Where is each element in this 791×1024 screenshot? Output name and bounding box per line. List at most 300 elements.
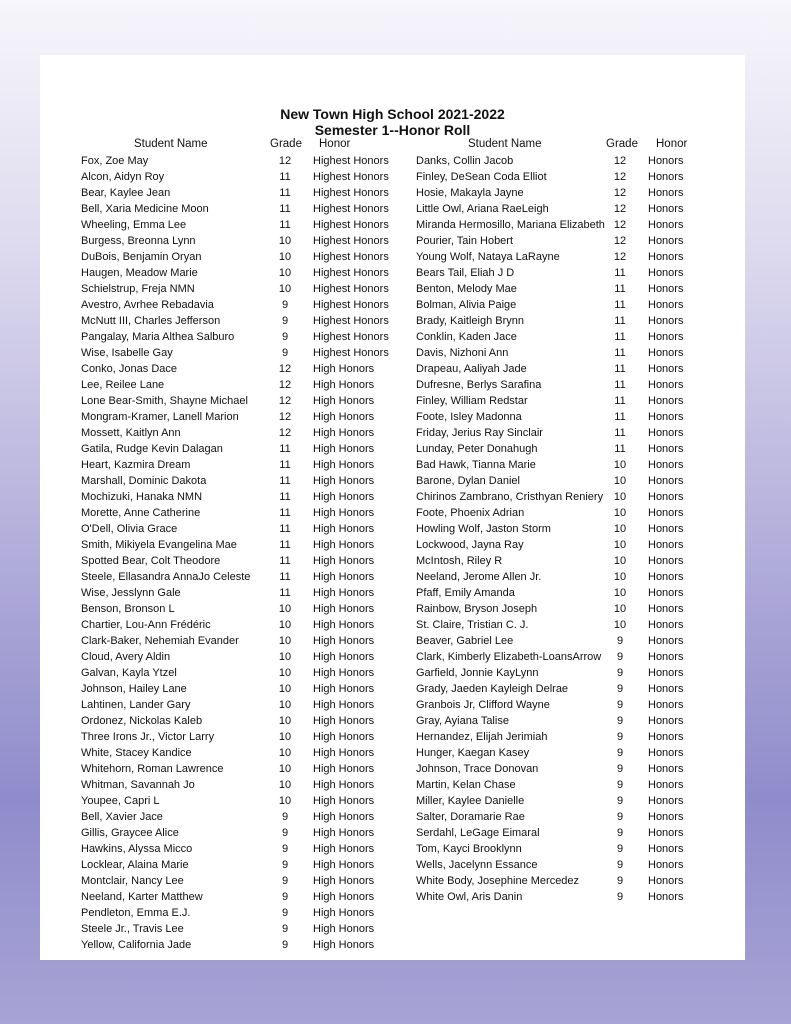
student-name: Conko, Jonas Dace <box>81 363 177 375</box>
table-row <box>40 425 745 441</box>
table-row <box>40 281 745 297</box>
student-honor: Honors <box>648 219 684 231</box>
student-grade: 10 <box>613 539 627 551</box>
student-grade: 10 <box>613 603 627 615</box>
student-name: Martin, Kelan Chase <box>416 779 516 791</box>
student-name: Schielstrup, Freja NMN <box>81 283 195 295</box>
student-grade: 9 <box>616 651 624 663</box>
student-grade: 11 <box>279 459 291 471</box>
student-grade: 9 <box>616 779 624 791</box>
student-name: Wise, Isabelle Gay <box>81 347 173 359</box>
student-honor: Honors <box>648 827 684 839</box>
student-honor: Honors <box>648 875 684 887</box>
table-row <box>40 697 745 713</box>
table-row <box>40 265 745 281</box>
student-name: McIntosh, Riley R <box>416 555 503 567</box>
student-grade: 10 <box>278 283 292 295</box>
student-name: Chartier, Lou-Ann Frédéric <box>81 619 211 631</box>
student-grade: 11 <box>614 267 626 279</box>
student-name: Foote, Phoenix Adrian <box>416 507 525 519</box>
student-name: Hernandez, Elijah Jerimiah <box>416 731 548 743</box>
table-row <box>40 313 745 329</box>
student-honor: Honors <box>648 699 684 711</box>
student-name: Heart, Kazmira Dream <box>81 459 191 471</box>
student-name: Gray, Ayiana Talise <box>416 715 509 727</box>
table-row <box>40 169 745 185</box>
table-row <box>40 361 745 377</box>
student-name: St. Claire, Tristian C. J. <box>416 619 529 631</box>
student-honor: Highest Honors <box>313 219 389 231</box>
student-name: White Body, Josephine Mercedez <box>416 875 580 887</box>
student-honor: Honors <box>648 731 684 743</box>
student-name: Steele Jr., Travis Lee <box>81 923 184 935</box>
student-grade: 9 <box>281 891 289 903</box>
student-honor: High Honors <box>313 923 375 935</box>
student-honor: Honors <box>648 571 684 583</box>
student-grade: 9 <box>281 299 289 311</box>
table-row <box>40 249 745 265</box>
student-name: Avestro, Avrhee Rebadavia <box>81 299 214 311</box>
table-row <box>40 745 745 761</box>
table-row <box>40 585 745 601</box>
student-honor: High Honors <box>313 379 375 391</box>
student-name: White, Stacey Kandice <box>81 747 192 759</box>
student-grade: 9 <box>616 763 624 775</box>
student-honor: Honors <box>648 459 684 471</box>
student-grade: 11 <box>614 299 626 311</box>
student-grade: 12 <box>278 427 292 439</box>
student-honor: High Honors <box>313 731 375 743</box>
table-row <box>40 489 745 505</box>
student-grade: 10 <box>613 523 627 535</box>
student-name: Friday, Jerius Ray Sinclair <box>416 427 543 439</box>
student-name: Bolman, Alivia Paige <box>416 299 517 311</box>
student-grade: 9 <box>281 843 289 855</box>
student-grade: 11 <box>614 427 626 439</box>
student-grade: 9 <box>616 859 624 871</box>
student-honor: Honors <box>648 811 684 823</box>
table-row <box>40 713 745 729</box>
table-row <box>40 457 745 473</box>
student-grade: 10 <box>613 459 627 471</box>
student-honor: Honors <box>648 491 684 503</box>
table-row <box>40 441 745 457</box>
student-grade: 9 <box>616 747 624 759</box>
student-name: Miranda Hermosillo, Mariana Elizabeth <box>416 219 605 231</box>
student-honor: High Honors <box>313 747 375 759</box>
student-honor: Honors <box>648 475 684 487</box>
header-student-name: Student Name <box>468 138 542 150</box>
student-grade: 10 <box>278 619 292 631</box>
student-honor: High Honors <box>313 763 375 775</box>
student-name: DuBois, Benjamin Oryan <box>81 251 202 263</box>
student-grade: 11 <box>279 171 291 183</box>
student-honor: High Honors <box>313 603 375 615</box>
student-name: Bad Hawk, Tianna Marie <box>416 459 536 471</box>
student-honor: High Honors <box>313 411 375 423</box>
student-grade: 10 <box>278 235 292 247</box>
student-honor: Honors <box>648 235 684 247</box>
student-grade: 11 <box>614 331 626 343</box>
student-name: Wise, Jesslynn Gale <box>81 587 181 599</box>
table-row <box>40 153 745 169</box>
student-grade: 10 <box>278 715 292 727</box>
student-grade: 11 <box>279 187 291 199</box>
student-grade: 9 <box>616 843 624 855</box>
student-honor: High Honors <box>313 523 375 535</box>
student-grade: 12 <box>278 363 292 375</box>
student-name: Bell, Xavier Jace <box>81 811 163 823</box>
student-grade: 9 <box>616 699 624 711</box>
student-grade: 9 <box>616 683 624 695</box>
student-grade: 11 <box>614 379 626 391</box>
student-honor: Highest Honors <box>313 203 389 215</box>
student-name: Young Wolf, Nataya LaRayne <box>416 251 560 263</box>
student-honor: High Honors <box>313 859 375 871</box>
student-grade: 10 <box>278 763 292 775</box>
table-row <box>40 841 745 857</box>
table-row <box>40 201 745 217</box>
student-grade: 10 <box>278 779 292 791</box>
student-honor: High Honors <box>313 395 375 407</box>
student-grade: 10 <box>278 683 292 695</box>
student-honor: Honors <box>648 603 684 615</box>
student-grade: 10 <box>278 635 292 647</box>
student-honor: Highest Honors <box>313 299 389 311</box>
student-name: Gatila, Rudge Kevin Dalagan <box>81 443 223 455</box>
student-name: Wheeling, Emma Lee <box>81 219 187 231</box>
student-name: Youpee, Capri L <box>81 795 160 807</box>
student-grade: 9 <box>616 715 624 727</box>
student-honor: Honors <box>648 395 684 407</box>
table-row <box>40 473 745 489</box>
student-honor: Highest Honors <box>313 155 389 167</box>
student-grade: 11 <box>614 411 626 423</box>
student-name: Bell, Xaria Medicine Moon <box>81 203 209 215</box>
student-honor: Highest Honors <box>313 283 389 295</box>
student-name: Alcon, Aidyn Roy <box>81 171 165 183</box>
student-name: Drapeau, Aaliyah Jade <box>416 363 527 375</box>
student-grade: 11 <box>279 539 291 551</box>
student-grade: 11 <box>279 203 291 215</box>
student-grade: 11 <box>614 395 626 407</box>
student-name: Tom, Kayci Brooklynn <box>416 843 522 855</box>
student-name: Marshall, Dominic Dakota <box>81 475 207 487</box>
student-name: Pangalay, Maria Althea Salburo <box>81 331 235 343</box>
student-name: Chirinos Zambrano, Cristhyan Reniery <box>416 491 604 503</box>
student-honor: Highest Honors <box>313 251 389 263</box>
student-honor: Honors <box>648 443 684 455</box>
student-grade: 10 <box>613 507 627 519</box>
student-honor: Highest Honors <box>313 267 389 279</box>
student-name: O'Dell, Olivia Grace <box>81 523 178 535</box>
table-row <box>40 681 745 697</box>
student-honor: Honors <box>648 635 684 647</box>
student-name: Finley, DeSean Coda Elliot <box>416 171 547 183</box>
student-grade: 10 <box>278 251 292 263</box>
student-honor: High Honors <box>313 827 375 839</box>
student-grade: 11 <box>614 283 626 295</box>
student-grade: 9 <box>281 907 289 919</box>
student-name: Lee, Reilee Lane <box>81 379 165 391</box>
student-grade: 12 <box>613 155 627 167</box>
student-grade: 11 <box>614 315 626 327</box>
student-name: Danks, Collin Jacob <box>416 155 514 167</box>
student-name: Steele, Ellasandra AnnaJo Celeste <box>81 571 251 583</box>
student-grade: 11 <box>279 523 291 535</box>
student-honor: Honors <box>648 587 684 599</box>
student-grade: 11 <box>614 363 626 375</box>
student-honor: High Honors <box>313 619 375 631</box>
student-honor: High Honors <box>313 507 375 519</box>
student-honor: Honors <box>648 523 684 535</box>
student-name: Granbois Jr, Clifford Wayne <box>416 699 550 711</box>
student-honor: High Honors <box>313 571 375 583</box>
table-row <box>40 377 745 393</box>
student-honor: Honors <box>648 187 684 199</box>
student-honor: High Honors <box>313 795 375 807</box>
student-name: Serdahl, LeGage Eimaral <box>416 827 540 839</box>
table-row <box>40 521 745 537</box>
document-title: New Town High School 2021-2022 <box>280 106 505 122</box>
student-honor: Honors <box>648 843 684 855</box>
student-name: Garfield, Jonnie KayLynn <box>416 667 539 679</box>
table-row <box>40 505 745 521</box>
student-name: Montclair, Nancy Lee <box>81 875 184 887</box>
student-honor: High Honors <box>313 443 375 455</box>
student-grade: 12 <box>278 411 292 423</box>
student-name: Neeland, Karter Matthew <box>81 891 203 903</box>
student-honor: Honors <box>648 683 684 695</box>
student-honor: High Honors <box>313 651 375 663</box>
student-honor: Honors <box>648 171 684 183</box>
table-row <box>40 777 745 793</box>
table-row <box>40 889 745 905</box>
student-honor: High Honors <box>313 891 375 903</box>
student-grade: 9 <box>281 859 289 871</box>
table-row <box>40 873 745 889</box>
student-honor: Honors <box>648 331 684 343</box>
student-name: Whitman, Savannah Jo <box>81 779 195 791</box>
student-grade: 10 <box>613 491 627 503</box>
student-honor: Honors <box>648 715 684 727</box>
table-row <box>40 633 745 649</box>
student-name: Pfaff, Emily Amanda <box>416 587 515 599</box>
student-honor: Honors <box>648 859 684 871</box>
student-grade: 9 <box>616 795 624 807</box>
student-name: Smith, Mikiyela Evangelina Mae <box>81 539 237 551</box>
table-row <box>40 665 745 681</box>
student-name: Beaver, Gabriel Lee <box>416 635 514 647</box>
header-honor: Honor <box>656 138 688 150</box>
student-honor: Honors <box>648 779 684 791</box>
student-grade: 12 <box>613 251 627 263</box>
student-honor: High Honors <box>313 635 375 647</box>
student-honor: Honors <box>648 347 684 359</box>
student-grade: 10 <box>278 747 292 759</box>
table-row <box>40 761 745 777</box>
student-honor: High Honors <box>313 555 375 567</box>
student-name: Conklin, Kaden Jace <box>416 331 517 343</box>
table-row <box>40 809 745 825</box>
student-honor: Highest Honors <box>313 315 389 327</box>
student-honor: Honors <box>648 539 684 551</box>
student-honor: High Honors <box>313 587 375 599</box>
table-row <box>40 297 745 313</box>
student-grade: 11 <box>279 219 291 231</box>
table-row <box>40 825 745 841</box>
student-honor: Honors <box>648 299 684 311</box>
student-name: Morette, Anne Catherine <box>81 507 201 519</box>
student-honor: Highest Honors <box>313 347 389 359</box>
table-row <box>40 233 745 249</box>
student-grade: 10 <box>278 667 292 679</box>
student-name: Hunger, Kaegan Kasey <box>416 747 530 759</box>
student-name: Fox, Zoe May <box>81 155 149 167</box>
student-name: Neeland, Jerome Allen Jr. <box>416 571 542 583</box>
student-honor: Honors <box>648 747 684 759</box>
student-grade: 11 <box>614 347 626 359</box>
student-name: Brady, Kaitleigh Brynn <box>416 315 525 327</box>
student-grade: 10 <box>278 795 292 807</box>
table-row <box>40 857 745 873</box>
student-honor: High Honors <box>313 363 375 375</box>
student-grade: 9 <box>616 635 624 647</box>
table-row <box>40 393 745 409</box>
student-name: McNutt III, Charles Jefferson <box>81 315 221 327</box>
student-name: Little Owl, Ariana RaeLeigh <box>416 203 549 215</box>
table-row <box>40 569 745 585</box>
student-name: Spotted Bear, Colt Theodore <box>81 555 221 567</box>
document-subtitle: Semester 1--Honor Roll <box>314 122 471 138</box>
student-grade: 12 <box>613 203 627 215</box>
student-name: Bear, Kaylee Jean <box>81 187 171 199</box>
student-name: Benton, Melody Mae <box>416 283 517 295</box>
student-grade: 12 <box>278 155 292 167</box>
student-name: Wells, Jacelynn Essance <box>416 859 538 871</box>
student-honor: Honors <box>648 315 684 327</box>
table-row <box>40 185 745 201</box>
student-name: Howling Wolf, Jaston Storm <box>416 523 551 535</box>
student-honor: Honors <box>648 267 684 279</box>
student-grade: 10 <box>278 699 292 711</box>
student-honor: Honors <box>648 411 684 423</box>
student-name: Clark, Kimberly Elizabeth-LoansArrow <box>416 651 602 663</box>
student-name: Johnson, Hailey Lane <box>81 683 187 695</box>
student-grade: 9 <box>616 811 624 823</box>
student-name: Hosie, Makayla Jayne <box>416 187 524 199</box>
student-name: Lahtinen, Lander Gary <box>81 699 191 711</box>
student-grade: 10 <box>278 603 292 615</box>
header-student-name: Student Name <box>134 138 208 150</box>
student-grade: 11 <box>279 555 291 567</box>
table-row <box>40 937 745 953</box>
student-grade: 11 <box>279 443 291 455</box>
student-grade: 9 <box>281 939 289 951</box>
table-row <box>40 409 745 425</box>
student-grade: 10 <box>613 587 627 599</box>
student-honor: Honors <box>648 363 684 375</box>
student-grade: 9 <box>616 891 624 903</box>
student-name: Three Irons Jr., Victor Larry <box>81 731 215 743</box>
student-honor: High Honors <box>313 683 375 695</box>
table-row <box>40 649 745 665</box>
student-name: Burgess, Breonna Lynn <box>81 235 196 247</box>
student-grade: 10 <box>613 571 627 583</box>
student-honor: High Honors <box>313 779 375 791</box>
student-grade: 12 <box>613 235 627 247</box>
student-name: Lone Bear-Smith, Shayne Michael <box>81 395 248 407</box>
table-row <box>40 345 745 361</box>
table-row <box>40 617 745 633</box>
table-row <box>40 217 745 233</box>
table-row <box>40 921 745 937</box>
student-name: Locklear, Alaina Marie <box>81 859 189 871</box>
student-name: Dufresne, Berlys Sarafina <box>416 379 542 391</box>
student-grade: 10 <box>278 731 292 743</box>
student-grade: 11 <box>279 507 291 519</box>
student-grade: 12 <box>278 379 292 391</box>
student-honor: Honors <box>648 251 684 263</box>
student-name: Lunday, Peter Donahugh <box>416 443 538 455</box>
student-grade: 9 <box>281 331 289 343</box>
student-honor: High Honors <box>313 459 375 471</box>
student-honor: High Honors <box>313 939 375 951</box>
student-name: Yellow, California Jade <box>81 939 192 951</box>
student-grade: 11 <box>279 587 291 599</box>
student-grade: 9 <box>281 923 289 935</box>
student-honor: High Honors <box>313 715 375 727</box>
student-name: Lockwood, Jayna Ray <box>416 539 524 551</box>
table-row <box>40 729 745 745</box>
student-honor: High Honors <box>313 907 375 919</box>
student-grade: 9 <box>281 875 289 887</box>
student-honor: Honors <box>648 427 684 439</box>
student-name: Barone, Dylan Daniel <box>416 475 520 487</box>
student-honor: Honors <box>648 507 684 519</box>
student-grade: 11 <box>279 491 291 503</box>
student-honor: Highest Honors <box>313 235 389 247</box>
student-honor: High Honors <box>313 491 375 503</box>
document-page <box>40 55 745 960</box>
student-grade: 9 <box>281 827 289 839</box>
student-honor: High Honors <box>313 811 375 823</box>
student-name: Rainbow, Bryson Joseph <box>416 603 538 615</box>
header-grade: Grade <box>270 138 302 150</box>
student-name: Pourier, Tain Hobert <box>416 235 514 247</box>
student-grade: 12 <box>613 219 627 231</box>
student-grade: 10 <box>278 267 292 279</box>
student-honor: Highest Honors <box>313 331 389 343</box>
student-name: Whitehorn, Roman Lawrence <box>81 763 224 775</box>
student-honor: Honors <box>648 555 684 567</box>
student-grade: 11 <box>614 443 626 455</box>
student-honor: Honors <box>648 379 684 391</box>
student-name: Benson, Bronson L <box>81 603 175 615</box>
student-name: Mochizuki, Hanaka NMN <box>81 491 203 503</box>
student-grade: 11 <box>279 475 291 487</box>
student-name: Bears Tail, Eliah J D <box>416 267 515 279</box>
student-honor: High Honors <box>313 427 375 439</box>
student-grade: 10 <box>613 475 627 487</box>
student-grade: 9 <box>616 827 624 839</box>
student-honor: Honors <box>648 203 684 215</box>
student-grade: 9 <box>281 811 289 823</box>
student-name: Davis, Nizhoni Ann <box>416 347 509 359</box>
student-name: Cloud, Avery Aldin <box>81 651 171 663</box>
student-honor: Honors <box>648 283 684 295</box>
student-name: Finley, William Redstar <box>416 395 528 407</box>
